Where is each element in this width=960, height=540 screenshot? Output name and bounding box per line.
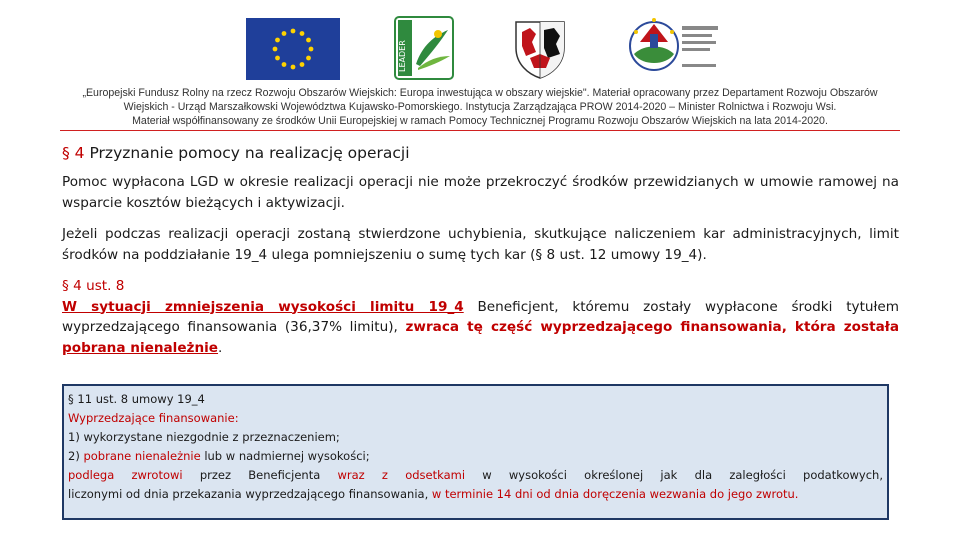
box-line-5-red-1: podlega zwrotowi [68, 468, 183, 482]
box-item-2 [68, 447, 883, 466]
header-divider [60, 130, 900, 131]
paragraph-2: Jeżeli podczas realizacji operacji zostaną stwierdzone uchybienia, skutkujące naliczeniem kar administracyjnych, limit środków na poddziałanie 19_4 ulega pomniejszeniu o sumę tych kar (§ 8 ust. 12 umowy 19_4). [62, 226, 899, 263]
paragraph-3-end: . [218, 339, 223, 356]
paragraph-3-emph: zwraca tę część wyprzedzającego finansowania, która została [405, 319, 899, 335]
logo-bar [0, 12, 960, 80]
box-line-6-text: liczonymi od dnia przekazania wyprzedzającego finansowania, [68, 487, 432, 501]
eu-flag-logo [246, 18, 340, 80]
disclaimer-line-1: „Europejski Fundusz Rolny na rzecz Rozwoju Obszarów Wiejskich: Europa inwestująca w obszary wiejskie". Materiał opracowany przez Departament Rozwoju Obszarów [82, 87, 878, 99]
prow-logo [626, 14, 724, 82]
box-item-1: 1) wykorzystane niezgodnie z przeznaczeniem; [68, 430, 340, 444]
box-title: Wyprzedzające finansowanie: [68, 411, 239, 425]
disclaimer [40, 86, 920, 128]
box-line-5-mid: przez Beneficjenta [182, 468, 338, 482]
box-line-5 [68, 466, 883, 485]
box-ref: § 11 ust. 8 umowy 19_4 [68, 392, 205, 406]
page-title [62, 144, 899, 162]
info-box [62, 384, 889, 520]
box-item-2-prefix: 2) [68, 449, 84, 463]
disclaimer-line-3: Materiał współfinansowany ze środków Unii Europejskiej w ramach Pomocy Technicznej Programu Rozwoju Obszarów Wiejskich na lata 2014-2020. [132, 115, 828, 127]
paragraph-3-emph-underlined: pobrana nienależnie [62, 339, 219, 356]
paragraph-3-mid: Beneficjent, któremu zostały wypłacone środki tytułem wyprzedzającego finansowania (36,37% limitu), [62, 298, 899, 335]
paragraph-3 [62, 297, 899, 359]
kujawsko-pomorskie-coat-of-arms [512, 18, 568, 80]
leader-logo-text: LEADER [398, 40, 407, 72]
paragraph-1: Pomoc wypłacona LGD w okresie realizacji operacji nie może przekroczyć środków przewidzianych w umowie ramowej na wsparcie kosztów bieżących i aktywizacji. [62, 174, 899, 211]
paragraph-3-lead: W sytuacji zmniejszenia wysokości limitu 19_4 [62, 298, 464, 315]
box-item-2-red: pobrane nienależnie [83, 449, 201, 463]
box-line-5-rest: w wysokości określonej jak dla zaległości podatkowych, [465, 468, 883, 482]
box-line-6-red: w terminie 14 dni od dnia doręczenia wezwania do jego zwrotu. [431, 487, 799, 501]
title-text: Przyznanie pomocy na realizację operacji [89, 144, 410, 162]
title-section-ref: § 4 [62, 144, 85, 162]
leader-logo [394, 16, 454, 80]
box-item-2-rest: lub w nadmiernej wysokości; [200, 449, 370, 463]
box-line-5-red-2: wraz z odsetkami [337, 468, 466, 482]
box-line-6 [68, 485, 883, 504]
paragraph-3-ref: § 4 ust. 8 [62, 278, 125, 294]
main-content [62, 144, 899, 369]
disclaimer-line-2: Wiejskich - Urząd Marszałkowski Województwa Kujawsko-Pomorskiego. Instytucja Zarządzająca PROW 2014-2020 – Minister Rolnictwa i Rozwoju Wsi. [123, 101, 837, 113]
